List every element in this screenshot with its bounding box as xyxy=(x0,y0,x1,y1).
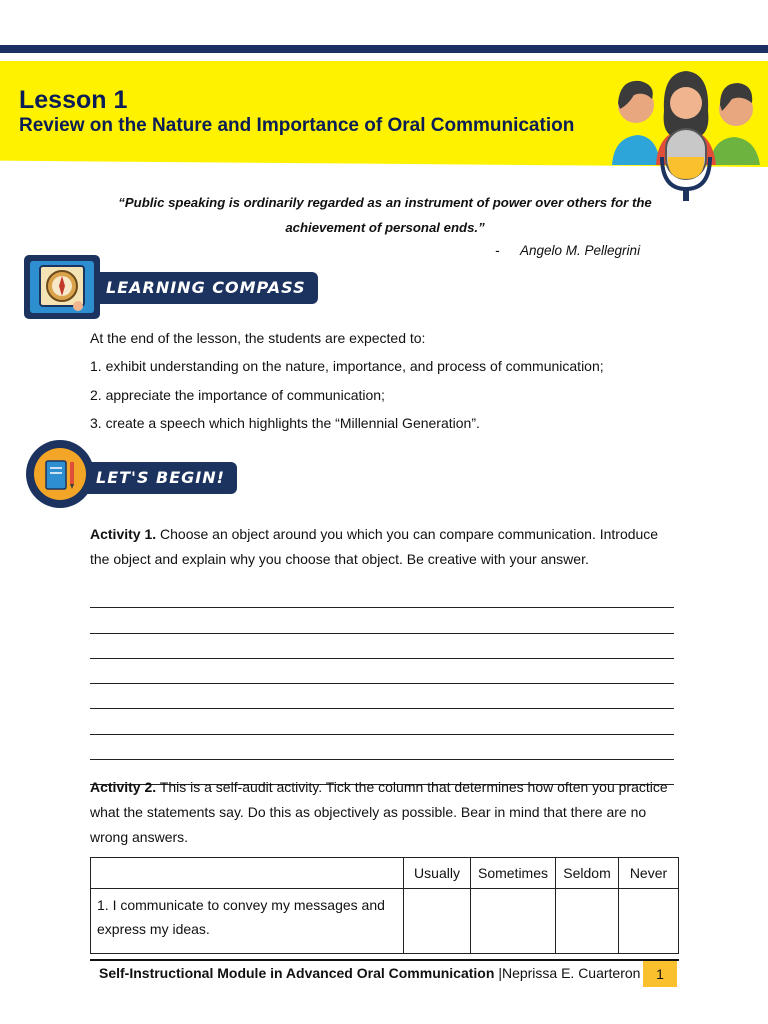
footer-divider xyxy=(90,959,679,961)
quote-author: Angelo M. Pellegrini xyxy=(520,243,641,258)
top-navy-bar xyxy=(0,45,768,53)
answer-line[interactable] xyxy=(90,659,674,684)
opening-quote: “Public speaking is ordinarily regarded as an instrument of power over others for the achievement of personal ends.” xyxy=(118,195,652,235)
activity-2-instructions xyxy=(90,775,680,850)
tick-cell-seldom[interactable] xyxy=(556,889,619,954)
table-header-seldom: Seldom xyxy=(556,858,619,889)
tick-cell-sometimes[interactable] xyxy=(471,889,556,954)
table-header-row xyxy=(91,858,679,889)
table-row xyxy=(91,889,679,954)
activity-2-title: Activity 2. xyxy=(90,779,157,795)
speakers-microphone-illustration xyxy=(606,65,766,207)
compass-icon xyxy=(38,262,86,312)
tick-cell-usually[interactable] xyxy=(404,889,471,954)
footer-text xyxy=(99,965,640,981)
activity-1-text: Choose an object around you which you can compare communication. Introduce the object and explain why you choose that object. Be creative with your answer. xyxy=(90,526,659,567)
table-header-usually: Usually xyxy=(404,858,471,889)
objective-item: 2. appreciate the importance of communication; xyxy=(90,387,385,403)
table-header-statement xyxy=(91,858,404,889)
page-number: 1 xyxy=(643,961,677,987)
learning-compass-heading: LEARNING COMPASS xyxy=(96,272,318,304)
tick-cell-never[interactable] xyxy=(619,889,679,954)
activity-1-title: Activity 1. xyxy=(90,526,157,542)
objective-item: 3. create a speech which highlights the “Millennial Generation”. xyxy=(90,415,480,431)
quote-dash: - xyxy=(495,243,500,258)
table-cell-statement: 1. I communicate to convey my messages and express my ideas. xyxy=(91,889,404,954)
answer-line[interactable] xyxy=(90,608,674,633)
answer-line[interactable] xyxy=(90,709,674,734)
activity-1-instructions xyxy=(90,522,680,572)
notebook-pencil-icon xyxy=(44,458,78,492)
objective-item: 1. exhibit understanding on the nature, importance, and process of communication; xyxy=(90,358,604,374)
answer-line[interactable] xyxy=(90,735,674,760)
footer-author: Neprissa E. Cuarteron xyxy=(501,965,641,981)
self-audit-table xyxy=(90,857,679,954)
answer-lines[interactable] xyxy=(90,583,674,785)
lesson-title: Review on the Nature and Importance of Oral Communication xyxy=(19,115,575,136)
lets-begin-heading: LET'S BEGIN! xyxy=(86,462,237,494)
objectives-intro: At the end of the lesson, the students are expected to: xyxy=(90,330,426,346)
footer-module-title: Self-Instructional Module in Advanced Oral Communication xyxy=(99,965,495,981)
answer-line[interactable] xyxy=(90,583,674,608)
table-header-sometimes: Sometimes xyxy=(471,858,556,889)
activity-2-text: This is a self-audit activity. Tick the column that determines how often you practice what the statements say. Do this as objectively as possible. Bear in mind that there are no wrong answers. xyxy=(90,779,668,845)
table-header-never: Never xyxy=(619,858,679,889)
lesson-number: Lesson 1 xyxy=(19,86,128,114)
answer-line[interactable] xyxy=(90,634,674,659)
footer-separator: | xyxy=(498,965,502,981)
answer-line[interactable] xyxy=(90,684,674,709)
